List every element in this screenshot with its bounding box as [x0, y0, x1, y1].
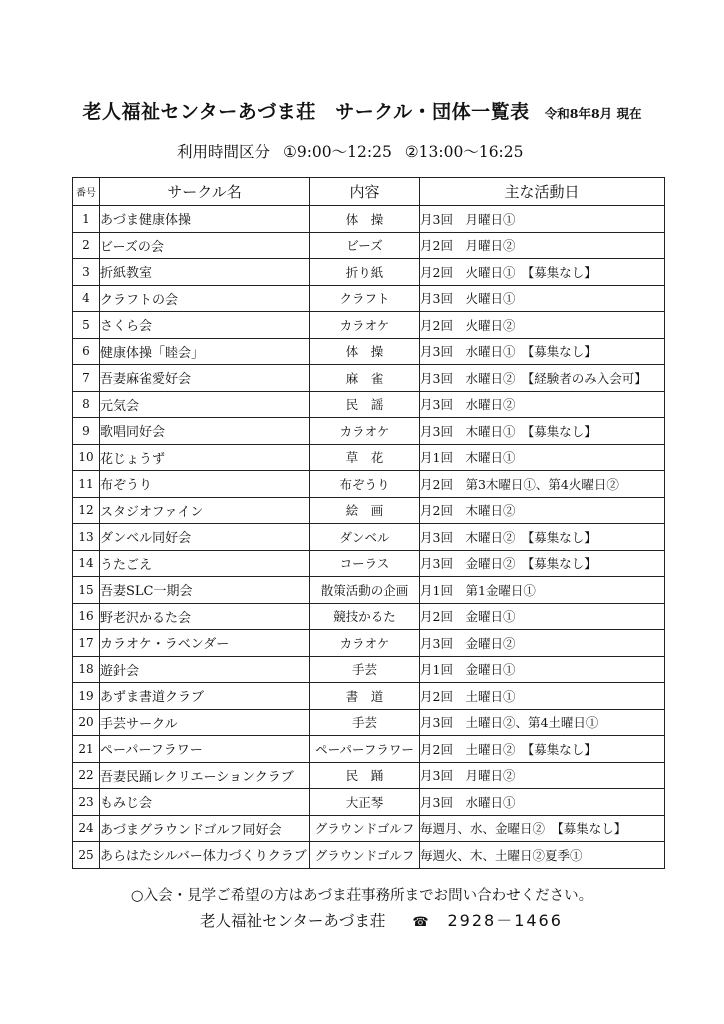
cell-circle-name: 布ぞうり — [100, 471, 310, 498]
cell-number: 1 — [73, 206, 100, 233]
cell-content: 手芸 — [310, 656, 420, 683]
document-title-line — [0, 97, 724, 124]
cell-activity-days: 月3回 月曜日① — [420, 206, 665, 233]
cell-circle-name: うたごえ — [100, 550, 310, 577]
cell-content: 絵 画 — [310, 497, 420, 524]
cell-content: 草 花 — [310, 444, 420, 471]
cell-number: 2 — [73, 232, 100, 259]
cell-number: 22 — [73, 762, 100, 789]
cell-content: ダンベル — [310, 524, 420, 551]
cell-activity-days: 月3回 水曜日② — [420, 391, 665, 418]
time-slot-legend — [177, 140, 532, 162]
cell-content: ビーズ — [310, 232, 420, 259]
cell-content: 体 操 — [310, 206, 420, 233]
cell-content: 民 踊 — [310, 762, 420, 789]
table-row — [73, 762, 665, 789]
table-header-row — [73, 178, 665, 206]
cell-activity-days: 月2回 火曜日② — [420, 312, 665, 339]
cell-circle-name: カラオケ・ラベンダー — [100, 630, 310, 657]
inquiry-note: ○入会・見学ご希望の方はあづま荘事務所までお問い合わせください。 — [130, 888, 594, 904]
cell-circle-name: ビーズの会 — [100, 232, 310, 259]
column-header-circle-name: サークル名 — [100, 178, 310, 206]
table-row — [73, 497, 665, 524]
table-row — [73, 603, 665, 630]
cell-number: 18 — [73, 656, 100, 683]
time-slot-label: 利用時間区分 — [177, 143, 271, 161]
table-row — [73, 630, 665, 657]
organization-name: 老人福祉センターあづま荘 — [200, 912, 386, 930]
cell-content: 競技かるた — [310, 603, 420, 630]
table-row — [73, 365, 665, 392]
cell-content: 体 操 — [310, 338, 420, 365]
cell-circle-name: 吾妻民踊レクリエーションクラブ — [100, 762, 310, 789]
table-body — [73, 206, 665, 869]
cell-activity-days: 毎週月、水、金曜日② 【募集なし】 — [420, 815, 665, 842]
cell-content: カラオケ — [310, 630, 420, 657]
cell-number: 12 — [73, 497, 100, 524]
cell-activity-days: 月2回 土曜日① — [420, 683, 665, 710]
cell-activity-days: 月3回 火曜日① — [420, 285, 665, 312]
cell-number: 23 — [73, 789, 100, 816]
cell-circle-name: ダンベル同好会 — [100, 524, 310, 551]
cell-circle-name: 吾妻SLC一期会 — [100, 577, 310, 604]
cell-circle-name: 花じょうず — [100, 444, 310, 471]
cell-content: 麻 雀 — [310, 365, 420, 392]
cell-content: ペーパーフラワー — [310, 736, 420, 763]
cell-activity-days: 月3回 木曜日② 【募集なし】 — [420, 524, 665, 551]
table-row — [73, 550, 665, 577]
cell-activity-days: 月3回 水曜日① — [420, 789, 665, 816]
cell-number: 20 — [73, 709, 100, 736]
document-title: 老人福祉センターあづま荘 サークル・団体一覧表 — [82, 101, 530, 123]
cell-content: 書 道 — [310, 683, 420, 710]
cell-circle-name: 元気会 — [100, 391, 310, 418]
cell-circle-name: 歌唱同好会 — [100, 418, 310, 445]
table-row — [73, 418, 665, 445]
cell-content: 布ぞうり — [310, 471, 420, 498]
cell-content: 民 謡 — [310, 391, 420, 418]
cell-number: 14 — [73, 550, 100, 577]
cell-activity-days: 月1回 木曜日① — [420, 444, 665, 471]
cell-number: 24 — [73, 815, 100, 842]
cell-activity-days: 月2回 金曜日① — [420, 603, 665, 630]
cell-number: 21 — [73, 736, 100, 763]
cell-content: 折り紙 — [310, 259, 420, 286]
cell-activity-days: 月3回 金曜日② — [420, 630, 665, 657]
cell-content: 手芸 — [310, 709, 420, 736]
cell-number: 7 — [73, 365, 100, 392]
cell-activity-days: 毎週火、木、土曜日②夏季① — [420, 842, 665, 869]
table-row — [73, 312, 665, 339]
cell-activity-days: 月2回 土曜日② 【募集なし】 — [420, 736, 665, 763]
cell-activity-days: 月2回 月曜日② — [420, 232, 665, 259]
cell-circle-name: 野老沢かるた会 — [100, 603, 310, 630]
column-header-content: 内容 — [310, 178, 420, 206]
table-row — [73, 842, 665, 869]
cell-number: 8 — [73, 391, 100, 418]
cell-circle-name: 遊針会 — [100, 656, 310, 683]
cell-number: 6 — [73, 338, 100, 365]
cell-circle-name: もみじ会 — [100, 789, 310, 816]
cell-number: 15 — [73, 577, 100, 604]
cell-activity-days: 月3回 水曜日② 【経験者のみ入会可】 — [420, 365, 665, 392]
cell-content: カラオケ — [310, 418, 420, 445]
cell-activity-days: 月2回 木曜日② — [420, 497, 665, 524]
cell-activity-days: 月2回 第3木曜日①、第4火曜日② — [420, 471, 665, 498]
cell-content: クラフト — [310, 285, 420, 312]
cell-number: 3 — [73, 259, 100, 286]
table-row — [73, 232, 665, 259]
cell-activity-days: 月3回 水曜日① 【募集なし】 — [420, 338, 665, 365]
cell-number: 11 — [73, 471, 100, 498]
cell-number: 10 — [73, 444, 100, 471]
table-row — [73, 683, 665, 710]
table-row — [73, 815, 665, 842]
table-row — [73, 577, 665, 604]
cell-activity-days: 月1回 金曜日① — [420, 656, 665, 683]
circle-list-table — [72, 177, 665, 869]
table-row — [73, 444, 665, 471]
cell-activity-days: 月3回 金曜日② 【募集なし】 — [420, 550, 665, 577]
cell-circle-name: ペーパーフラワー — [100, 736, 310, 763]
cell-circle-name: 折紙教室 — [100, 259, 310, 286]
as-of-date: 令和8年8月 現在 — [544, 106, 642, 121]
cell-activity-days: 月3回 土曜日②、第4土曜日① — [420, 709, 665, 736]
cell-content: 散策活動の企画 — [310, 577, 420, 604]
table-row — [73, 391, 665, 418]
cell-number: 19 — [73, 683, 100, 710]
cell-circle-name: クラフトの会 — [100, 285, 310, 312]
telephone-icon: ☎ — [412, 915, 429, 930]
cell-number: 25 — [73, 842, 100, 869]
table-row — [73, 524, 665, 551]
column-header-number: 番号 — [73, 178, 100, 206]
cell-activity-days: 月3回 木曜日① 【募集なし】 — [420, 418, 665, 445]
table-row — [73, 709, 665, 736]
cell-circle-name: 手芸サークル — [100, 709, 310, 736]
contact-line — [200, 908, 563, 931]
table-row — [73, 471, 665, 498]
time-slot-1: ①9:00～12:25 — [282, 143, 392, 161]
cell-number: 4 — [73, 285, 100, 312]
cell-content: グラウンドゴルフ — [310, 842, 420, 869]
cell-content: 大正琴 — [310, 789, 420, 816]
cell-number: 16 — [73, 603, 100, 630]
cell-number: 9 — [73, 418, 100, 445]
table-row — [73, 789, 665, 816]
table-row — [73, 338, 665, 365]
table-row — [73, 259, 665, 286]
cell-activity-days: 月2回 火曜日① 【募集なし】 — [420, 259, 665, 286]
cell-circle-name: 健康体操「睦会」 — [100, 338, 310, 365]
cell-activity-days: 月1回 第1金曜日① — [420, 577, 665, 604]
cell-number: 13 — [73, 524, 100, 551]
table-row — [73, 736, 665, 763]
cell-content: グラウンドゴルフ — [310, 815, 420, 842]
phone-number: 2928－1466 — [447, 911, 563, 930]
cell-circle-name: スタジオファイン — [100, 497, 310, 524]
cell-circle-name: さくら会 — [100, 312, 310, 339]
cell-number: 17 — [73, 630, 100, 657]
table-row — [73, 206, 665, 233]
cell-circle-name: あづまグラウンドゴルフ同好会 — [100, 815, 310, 842]
cell-circle-name: あずま書道クラブ — [100, 683, 310, 710]
cell-number: 5 — [73, 312, 100, 339]
table-row — [73, 285, 665, 312]
time-slot-2: ②13:00～16:25 — [404, 143, 524, 161]
cell-circle-name: あづま健康体操 — [100, 206, 310, 233]
cell-circle-name: あらはたシルバー体力づくりクラブ — [100, 842, 310, 869]
cell-circle-name: 吾妻麻雀愛好会 — [100, 365, 310, 392]
cell-activity-days: 月3回 月曜日② — [420, 762, 665, 789]
cell-content: コーラス — [310, 550, 420, 577]
column-header-activity-days: 主な活動日 — [420, 178, 665, 206]
cell-content: カラオケ — [310, 312, 420, 339]
table-row — [73, 656, 665, 683]
